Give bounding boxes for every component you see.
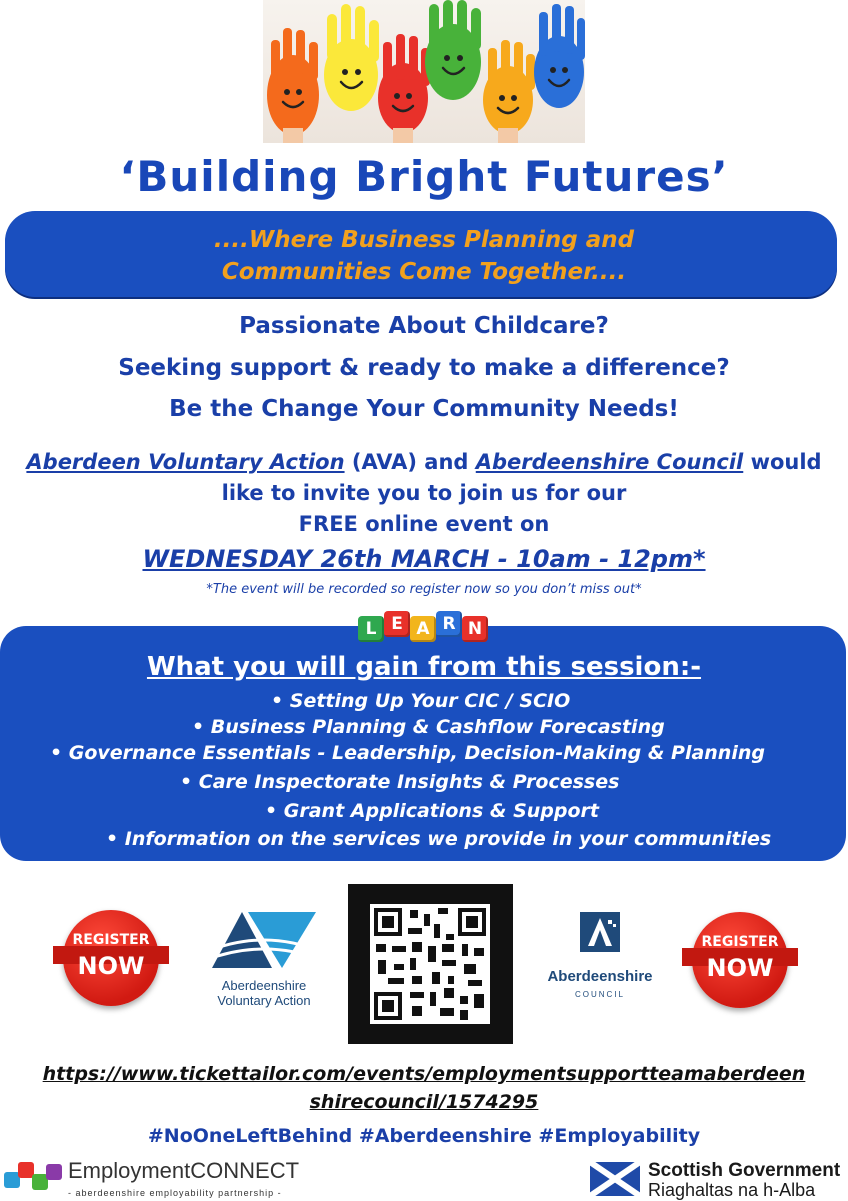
main-title: ‘Building Bright Futures’ — [119, 152, 729, 201]
aberdeenshire-council-logo — [535, 906, 665, 1026]
invite-line-2: like to invite you to join us for our — [221, 481, 627, 505]
learn-block-r — [436, 611, 462, 637]
learn-letter: L — [365, 619, 377, 639]
employment-connect-tagline: - aberdeenshire employability partnership - — [68, 1188, 282, 1198]
gains-title: What you will gain from this session:- — [146, 652, 702, 682]
ava-link[interactable]: Aberdeen Voluntary Action — [26, 450, 345, 474]
scot-gov-english: Scottish Government — [648, 1160, 841, 1181]
register-now-badge-left[interactable] — [63, 910, 159, 1006]
subtitle-line-1: ....Where Business Planning and — [213, 227, 635, 253]
learn-block-l — [358, 616, 384, 642]
learn-blocks-icon — [356, 611, 492, 644]
invite-tail: would — [743, 450, 822, 474]
recording-note: *The event will be recorded so register now so you don’t miss out* — [206, 582, 642, 597]
learn-block-n — [462, 616, 488, 642]
now-label: NOW — [706, 954, 774, 982]
learn-letter: R — [442, 614, 456, 634]
saltire-flag-icon — [590, 1162, 640, 1196]
gain-item: • Governance Essentials - Leadership, Decision-Making & Planning — [50, 742, 765, 764]
scot-gov-gaelic: Riaghaltas na h-Alba — [648, 1180, 816, 1200]
subtitle-line-2: Communities Come Together.... — [221, 259, 627, 285]
ava-triangles-icon — [202, 908, 326, 970]
invite-mid: (AVA) and — [344, 450, 476, 474]
painted-hands-image — [263, 0, 585, 143]
gain-item: • Grant Applications & Support — [265, 800, 599, 822]
event-date: WEDNESDAY 26th MARCH - 10am - 12pm* — [142, 545, 706, 573]
council-label: COUNCIL — [574, 990, 625, 999]
scottish-government-logo — [590, 1160, 840, 1200]
hashtags: #NoOneLeftBehind #Aberdeenshire #Employability — [147, 1125, 701, 1147]
register-label: REGISTER — [72, 932, 150, 948]
council-name: Aberdeenshire — [547, 968, 653, 985]
learn-block-a — [410, 616, 436, 642]
invite-line-3: FREE online event on — [298, 512, 550, 536]
gain-item: • Care Inspectorate Insights & Processes — [180, 771, 620, 793]
invite-line-1 — [0, 450, 848, 474]
gain-item: • Business Planning & Cashflow Forecasting — [192, 716, 665, 738]
url-line-1[interactable]: https://www.tickettailor.com/events/employmentsupportteamaberdeen — [42, 1063, 806, 1085]
subtitle-text — [0, 224, 848, 288]
question-1: Passionate About Childcare? — [239, 313, 609, 339]
url-line-2[interactable]: shirecouncil/1574295 — [309, 1091, 539, 1113]
learn-letter: N — [467, 619, 483, 639]
learn-letter: E — [391, 614, 403, 634]
ava-logo-line2: Voluntary Action — [217, 993, 311, 1008]
question-3: Be the Change Your Community Needs! — [169, 396, 679, 422]
ava-logo — [202, 908, 326, 1008]
council-link[interactable]: Aberdeenshire Council — [475, 450, 744, 474]
council-a-icon — [580, 912, 620, 952]
puzzle-icon — [2, 1158, 66, 1198]
ava-logo-line1: Aberdeenshire — [221, 978, 307, 993]
register-label: REGISTER — [701, 934, 779, 950]
employment-connect-logo — [2, 1158, 312, 1200]
register-now-badge-right[interactable] — [692, 912, 788, 1008]
gain-item: • Information on the services we provide in your communities — [106, 828, 772, 850]
employment-connect-name: EmploymentCONNECT — [68, 1158, 300, 1183]
learn-letter: A — [416, 619, 430, 639]
registration-link[interactable] — [0, 1060, 848, 1116]
now-label: NOW — [77, 952, 145, 980]
qr-code[interactable] — [348, 884, 513, 1044]
gain-item: • Setting Up Your CIC / SCIO — [271, 690, 571, 712]
learn-block-e — [384, 611, 410, 637]
question-2: Seeking support & ready to make a difference? — [118, 355, 730, 381]
